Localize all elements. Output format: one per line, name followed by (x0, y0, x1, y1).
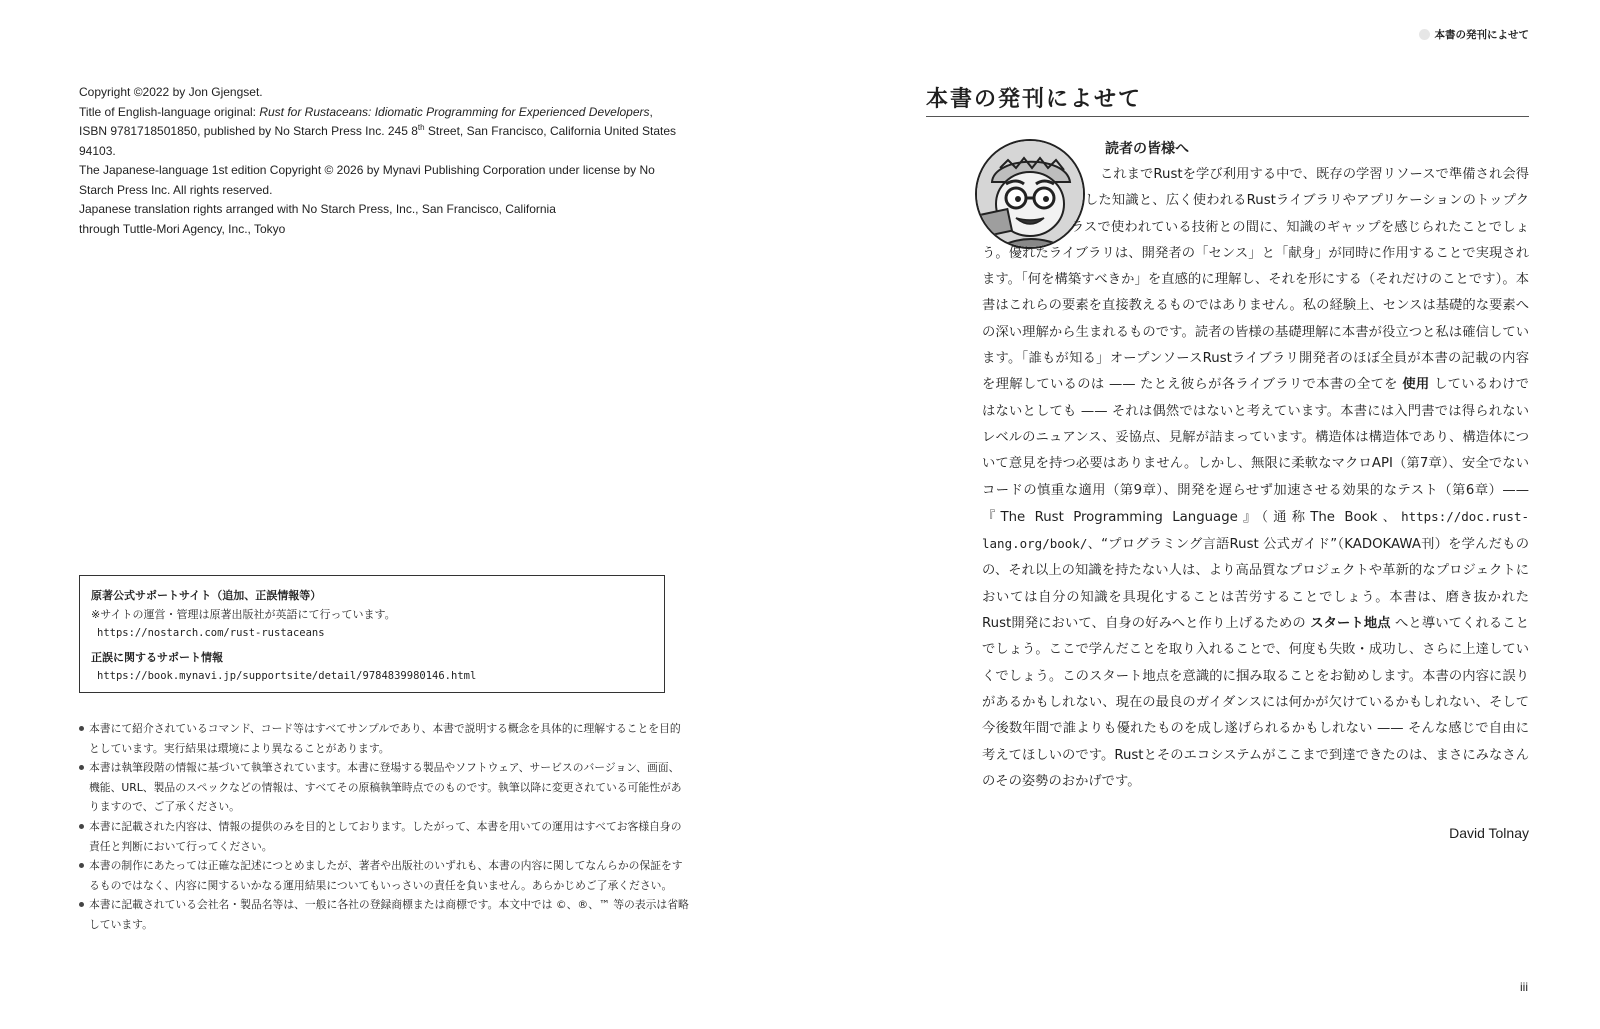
emphasis-starting-point: スタート地点 (1310, 616, 1391, 632)
errata-heading: 正誤に関するサポート情報 (91, 651, 223, 664)
support-site-note: ※サイトの運営・管理は原著出版社が英語にて行っています。 (91, 608, 396, 621)
japanese-edition-line: The Japanese-language 1st edition Copyright © 2026 by Mynavi Publishing Corporation under license by No Starch Press Inc. All rights reserved. (79, 163, 655, 197)
isbn-line: ISBN 9781718501850, published by No Starch Press Inc. 245 8th Street, San Francisco, California United States 94103. (79, 123, 677, 158)
author-signature: David Tolnay (1449, 825, 1529, 841)
emphasis-use: 使用 (1402, 377, 1430, 393)
support-info-box (79, 575, 665, 693)
agency-line: through Tuttle-Mori Agency, Inc., Tokyo (79, 221, 286, 236)
disclaimer-item: 本書は執筆段階の情報に基づいて執筆されています。本書に登場する製品やソフトウェア、サービスのバージョン、画面、機能、URL、製品のスペックなどの情報は、すべてその原稿執筆時点でのものです。執筆以降に変更されている可能性がありますので、ご了承ください。 (79, 758, 689, 817)
disclaimer-item: 本書にて紹介されているコマンド、コード等はすべてサンプルであり、本書で説明する概念を具体的に理解することを目的としています。実行結果は環境により異なることがあります。 (79, 719, 689, 758)
original-title-line: Title of English-language original: Rust for Rustaceans: Idiomatic Programming for Experienced Developers, (79, 104, 653, 119)
disclaimer-item: 本書の制作にあたっては正確な記述につとめましたが、著者や出版社のいずれも、本書の内容に関してなんらかの保証をするものではなく、内容に関するいかなる運用結果についてもいっさいの責任を負いません。あらかじめご了承ください。 (79, 856, 689, 895)
greeting-heading: 読者の皆様へ (1105, 141, 1189, 157)
disclaimer-item: 本書に記載された内容は、情報の提供のみを目的としております。したがって、本書を用いての運用はすべてお客様自身の責任と判断において行ってください。 (79, 817, 689, 856)
header-dot-icon (1419, 29, 1430, 40)
support-site-heading: 原著公式サポートサイト（追加、正誤情報等） (91, 589, 322, 602)
copyright-line: Copyright ©2022 by Jon Gjengset. (79, 85, 263, 99)
right-page (800, 0, 1600, 1029)
running-header (1419, 27, 1530, 42)
translation-rights-line: Japanese translation rights arranged with No Starch Press, Inc., San Francisco, California (79, 202, 556, 216)
rust-book-url[interactable]: https://doc.rust-lang.org/book/ (982, 508, 1529, 552)
copyright-block (79, 83, 689, 239)
support-site-url[interactable]: https://nostarch.com/rust-rustaceans (97, 627, 325, 639)
chapter-title: 本書の発刊によせて (926, 82, 1529, 117)
left-page (0, 0, 780, 1029)
original-title: Rust for Rustaceans: Idiomatic Programming for Experienced Developers (259, 104, 650, 119)
page-number: iii (1520, 980, 1528, 994)
disclaimer-list (79, 719, 689, 935)
disclaimer-item: 本書に記載されている会社名・製品名等は、一般に各社の登録商標または商標です。本文中では ©、®、™ 等の表示は省略しています。 (79, 895, 689, 934)
running-header-text: 本書の発刊によせて (1434, 29, 1529, 41)
errata-url[interactable]: https://book.mynavi.jp/supportsite/detail/9784839980146.html (97, 670, 477, 682)
foreword-body: これまでRustを学び利用する中で、既存の学習リソースで準備され会得した知識と、広く使われるRustライブラリやアプリケーションのトップクラスで使われている技術との間に、知識のギャップを感じられたことでしょう。優れたライブラリは、開発者の「センス」と「献身」が同時に作用することで実現されます。「何を構築すべきか」を直感的に理解し、それを形にする（それだけのことです）。本書はこれらの要素を直接教えるものではありません。私の経験上、センスは基礎的な要素への深い理解から生まれるものです。読者の皆様の基礎理解に本書が役立つと私は確信しています。「誰もが知る」オープンソースRustライブラリ開発者のほぼ全員が本書の記載の内容を理解しているのは —— たとえ彼らが各ライブラリで本書の全てを 使用 しているわけではないとしても —— それは偶然ではないと考えています。本書には入門書では得られないレベルのニュアンス、妥協点、見解が詰まっています。構造体は構造体であり、構造体について意見を持つ必要はありません。しかし、無限に柔軟なマクロAPI（第7章）、安全でないコードの慎重な適用（第9章）、開発を遅らせず加速させる効果的なテスト（第6章）——『The Rust Programming Language』（通称The Book、https://doc.rust-lang.org/book/、“プログラミング言語Rust 公式ガイド”（KADOKAWA刊）を学んだものの、それ以上の知識を持たない人は、より高品質なプロジェクトや革新的なプロジェクトにおいては自分の知識を具現化することは苦労することでしょう。本書は、磨き抜かれたRust開発において、自身の好みへと作り上げるための スタート地点 へと導いてくれることでしょう。ここで学んだことを取り入れることで、何度も失敗・成功し、さらに上達していくでしょう。このスタート地点を意識的に掴み取ることをお勧めします。本書の内容に誤りがあるかもしれない、現在の最良のガイダンスには何かが欠けているかもしれない、そして今後数年間で誰よりも優れたものを成し遂げられるかもしれない —— そんな感じで自由に考えてほしいのです。Rustとそのエコシステムがここまで到達できたのは、まさにみなさんのその姿勢のおかげです。 (982, 162, 1529, 795)
